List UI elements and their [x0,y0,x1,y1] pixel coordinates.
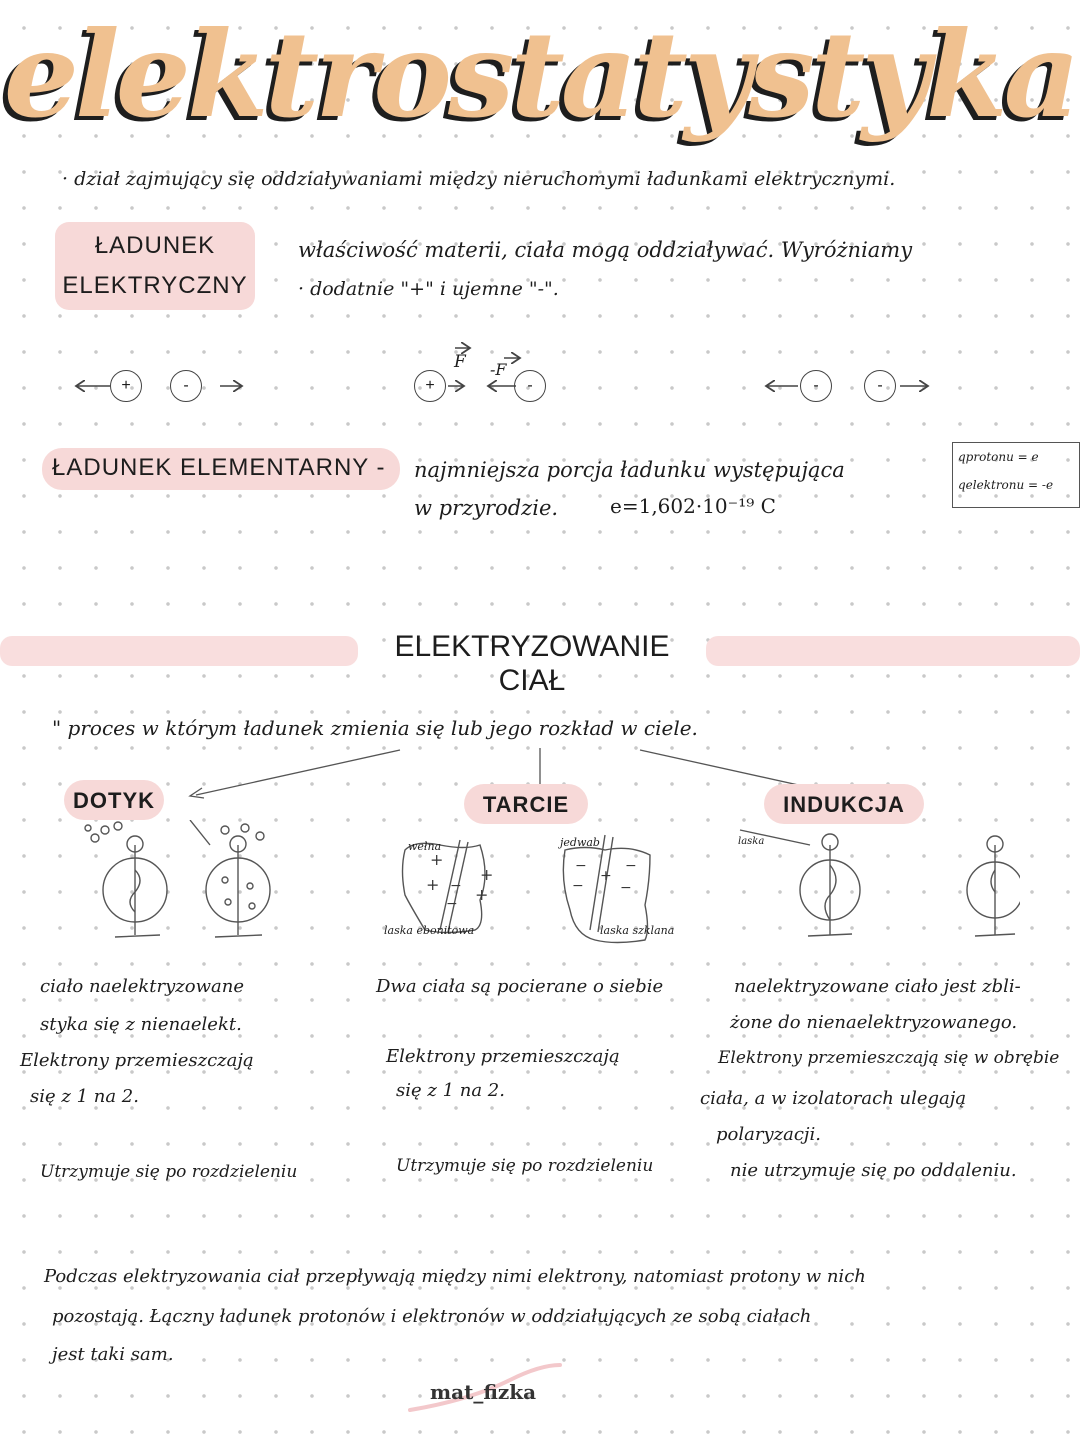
page-title: elektrostatystyka [3,5,1077,144]
indukcja-line1: naelektryzowane ciało jest zbli- [734,976,1021,997]
charge-label-line1: ŁADUNEK [94,232,216,259]
tarcie-line3: Elektrony przemieszczają [386,1046,620,1067]
dotyk-line3: Elektrony przemieszczają [20,1050,254,1071]
electroscope-indukcja-2 [967,836,1020,936]
definition-text: · dział zajmujący się oddziaływaniami między nieruchomymi ładunkami elektrycznymi. [62,168,896,190]
method-label-dotyk: DOTYK [73,788,155,813]
dotyk-line1: ciało naelektryzowane [40,976,244,997]
electroscope-dotyk-1 [85,822,167,937]
sublabel-jedwab: jedwab [560,836,600,849]
methods-illustrations [60,820,1020,960]
dotyk-line4: się z 1 na 2. [30,1086,139,1107]
charge-description-line1: właściwość materii, ciała mogą oddziaływać. Wyróżniamy [298,238,913,262]
svg-text:+: + [426,875,440,894]
signature: mat_fizka [430,1380,537,1404]
svg-text:+: + [430,850,444,869]
indukcja-note: nie utrzymuje się po oddaleniu. [730,1160,1017,1181]
svg-text:+: + [480,865,494,884]
proton-charge: qprotonu = e [958,450,1039,464]
force-label-minus-f: -F [490,360,507,379]
svg-text:−: − [620,880,632,896]
negative-charge-2: - [514,370,546,402]
negative-charge-1: - [170,370,202,402]
positive-charge-2: + [414,370,446,402]
electroscope-dotyk-2 [190,820,270,937]
indukcja-line4: ciała, a w izolatorach ulegają [700,1088,967,1109]
elementary-label: ŁADUNEK ELEMENTARNY - [52,454,386,481]
rod-tarcie-1 [403,840,494,933]
heading-bar-left [0,636,358,666]
svg-text:−: − [625,858,637,874]
svg-text:−: − [450,878,462,894]
svg-text:+: + [475,885,489,904]
positive-charge-1: + [110,370,142,402]
dotyk-line2: styka się z nienaelekt. [40,1014,242,1035]
tarcie-note: Utrzymuje się po rozdzieleniu [396,1156,654,1176]
electron-charge: qelektronu = -e [958,478,1054,492]
negative-charge-4: - [864,370,896,402]
heading-bar-right [706,636,1080,666]
method-label-tarcie: TARCIE [482,792,570,817]
sublabel-laska-ebonitowa: laska ebonitowa [384,924,475,937]
indukcja-line3: Elektrony przemieszczają się w obrębie [718,1048,1060,1068]
charge-label-line2: ELEKTRYCZNY [62,272,248,299]
method-label-indukcja: INDUKCJA [783,792,905,817]
summary-line3: jest taki sam. [52,1344,174,1365]
svg-text:−: − [446,896,458,912]
indukcja-line5: polaryzacji. [716,1124,821,1145]
elementary-description-line1: najmniejsza porcja ładunku występująca [414,458,845,482]
sublabel-laska-indukcja: laska [738,836,765,847]
tarcie-line4: się z 1 na 2. [396,1080,505,1101]
indukcja-line2: żone do nienaelektryzowanego. [730,1012,1018,1033]
svg-text:+: + [600,868,612,884]
summary-line2: pozostają. Łączny ładunek protonów i elektronów w oddziałujących ze sobą ciałach [52,1306,812,1327]
tarcie-line1: Dwa ciała są pocierane o siebie [376,976,664,997]
force-label-f: F [454,352,466,372]
svg-text:−: − [575,858,587,874]
negative-charge-3: - [800,370,832,402]
dotyk-note: Utrzymuje się po rozdzieleniu [40,1162,298,1182]
sublabel-laska-szklana: laska szklana [600,924,675,937]
elementary-formula: e=1,602·10⁻¹⁹ C [610,494,776,518]
svg-text:−: − [572,878,584,894]
process-definition: " proces w którym ładunek zmienia się lub jego rozkład w ciele. [52,716,698,740]
elementary-description-line2: w przyrodzie. [414,496,559,520]
charge-description-line2: · dodatnie "+" i ujemne "-". [298,278,559,300]
sublabel-welna: wełna [408,840,442,853]
summary-line1: Podczas elektryzowania ciał przepływają między nimi elektrony, natomiast protony w nich [44,1266,866,1287]
section-heading: ELEKTRYZOWANIE CIAŁ [394,630,670,697]
